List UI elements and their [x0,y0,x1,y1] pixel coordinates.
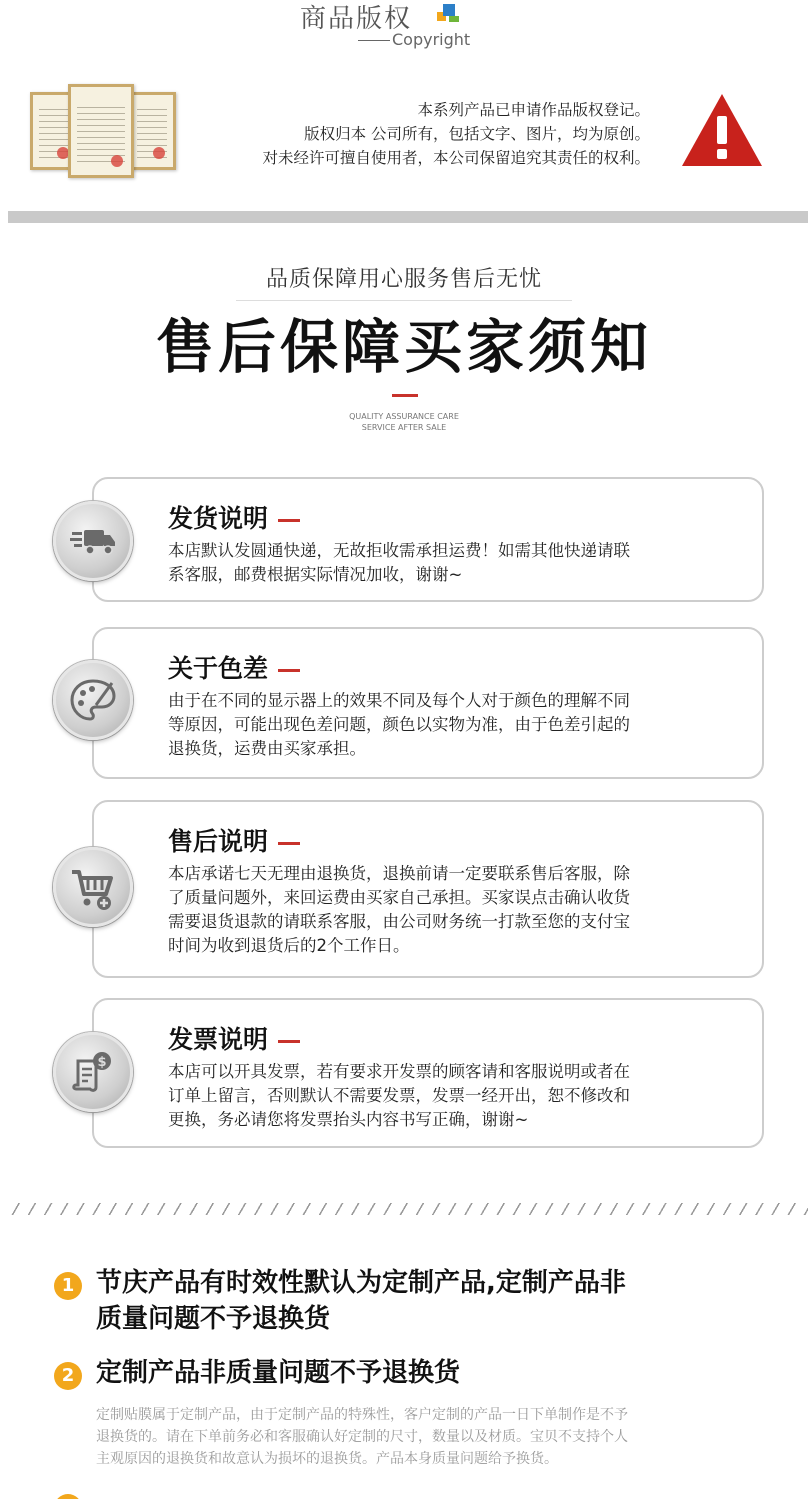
notice-line: 对未经许可擅自使用者，本公司保留追究其责任的权利。 [262,149,650,167]
card-line: 更换，务必请您将发票抬头内容书写正确，谢谢~ [168,1110,529,1129]
rule-number-badge: 1 [54,1272,82,1300]
card-line: 时间为收到退货后的2个工作日。 [168,936,410,955]
rule-title [96,1355,460,1391]
truck-icon [68,516,118,566]
section-divider [8,211,808,223]
card-line: 了质量问题外，来回运费由买家自己承担。买家误点击确认收货 [168,888,630,907]
copyright-subtitle: Copyright [358,30,470,49]
card-title [168,1020,300,1056]
invoice-icon-bubble [53,1032,133,1112]
copyright-logo-icon [437,2,461,24]
rule-title-line: 节庆产品有时效性默认为定制产品,定制产品非 [96,1268,626,1298]
card-title [168,499,300,535]
cart-icon [68,862,118,912]
title-dash [278,1040,300,1043]
rule-title-line: 质量问题不予退换货 [96,1304,331,1334]
english-line: QUALITY ASSURANCE CARE [349,412,459,421]
certificate-center [68,84,134,178]
truck-icon-bubble [53,501,133,581]
card-shipping [92,477,764,602]
title-accent-dash [392,394,418,397]
dashed-separator [8,1203,808,1215]
cart-icon-bubble [53,847,133,927]
title-dash [278,842,300,845]
copyright-title: 商品版权 [300,4,413,34]
card-line: 本店可以开具发票，若有要求开发票的顾客请和客服说明或者在 [168,1062,630,1081]
english-subtitle [0,411,808,433]
card-line: 本店承诺七天无理由退换货，退换前请一定要联系售后客服，除 [168,864,630,883]
card-line: 系客服，邮费根据实际情况加收，谢谢~ [168,565,463,584]
card-title-text: 发货说明 [168,504,269,533]
certificate-right [128,92,176,170]
card-title [168,822,300,858]
card-text [168,689,712,761]
notice-line: 本系列产品已申请作品版权登记。 [417,101,650,119]
card-line: 本店默认发圆通快递，无故拒收需承担运费！如需其他快递请联 [168,541,630,560]
card-color-difference [92,627,764,779]
english-line: SERVICE AFTER SALE [361,423,447,432]
warning-triangle-icon [680,92,764,168]
invoice-icon [68,1047,118,1097]
notice-line: 版权归本 公司所有，包括文字、图片，均为原创。 [304,125,650,143]
copyright-notice [262,98,650,170]
rule-title-line: 定制产品非质量问题不予退换货 [96,1358,461,1388]
rule-text-line: 主观原因的退换货和故意认为损坏的退换货。产品本身质量问题给予换货。 [96,1451,558,1467]
rule-title [96,1265,626,1337]
rule-description [96,1404,756,1470]
card-text [168,539,712,587]
slogan: 品质保障用心服务售后无忧 [265,267,542,292]
card-line: 等原因，可能出现色差问题，颜色以实物为准，由于色差引起的 [168,715,630,734]
rule-number-badge: 2 [54,1362,82,1390]
card-line: 由于在不同的显示器上的效果不同及每个人对于颜色的理解不同 [168,691,630,710]
card-line: 订单上留言，否则默认不需要发票，发票一经开出，恕不修改和 [168,1086,630,1105]
card-line: 退换货，运费由买家承担。 [168,739,366,758]
card-text [168,862,712,958]
title-dash [278,669,300,672]
copyright-header [0,0,808,56]
rule-text-line: 退换货的。请在下单前务必和客服确认好定制的尺寸，数量以及材质。宝贝不支持个人 [96,1429,628,1445]
card-title-text: 关于色差 [168,654,269,683]
rule-number-badge-cutoff [54,1494,82,1499]
card-title-text: 发票说明 [168,1025,269,1054]
palette-icon-bubble [53,660,133,740]
palette-icon [68,675,118,725]
certificate-images [30,84,176,184]
card-line: 需要退货退款的请联系客服，由公司财务统一打款至您的支付宝 [168,912,630,931]
card-after-sales [92,800,764,978]
rule-text-line: 定制贴膜属于定制产品，由于定制产品的特殊性，客户定制的产品一日下单制作是不予 [96,1407,628,1423]
card-invoice [92,998,764,1148]
card-title-text: 售后说明 [168,827,269,856]
svg-text:$: $ [97,1055,107,1070]
title-dash [278,519,300,522]
card-title [168,649,300,685]
page-title: 售后保障买家须知 [155,313,652,381]
card-text [168,1060,712,1132]
